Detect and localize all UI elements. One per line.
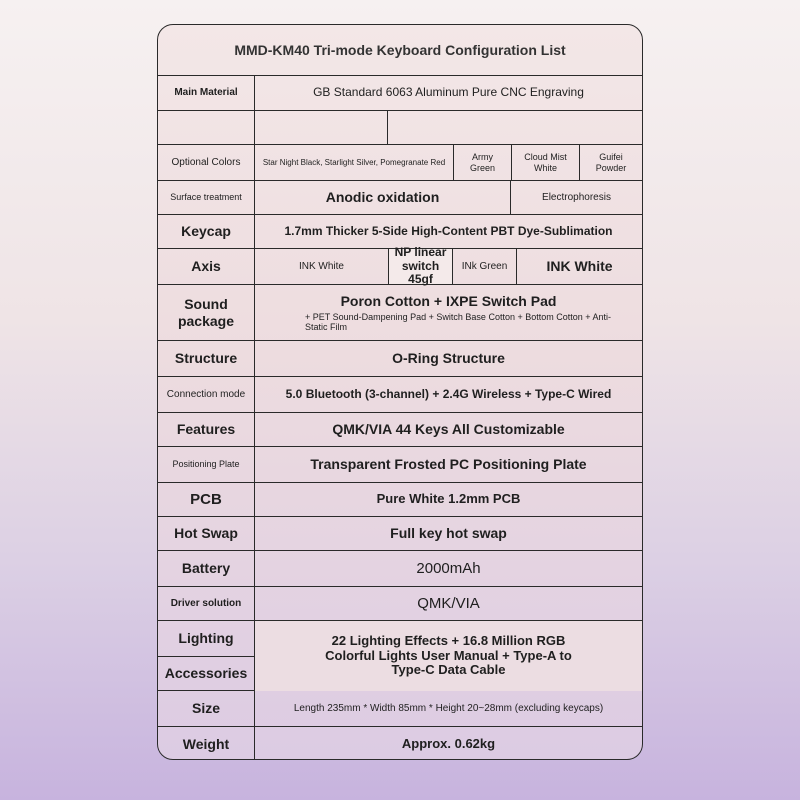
label-size: Size xyxy=(158,691,255,726)
color-option: Cloud Mist White xyxy=(511,145,579,180)
label-driver-solution: Driver solution xyxy=(158,587,255,620)
label-hot-swap: Hot Swap xyxy=(158,517,255,550)
row-main-material xyxy=(158,75,642,111)
row-driver-solution xyxy=(158,587,642,621)
row-keycap xyxy=(158,215,642,249)
label-sound-package: Sound package xyxy=(158,285,255,340)
row-size xyxy=(158,691,642,727)
value-lighting-accessories: 22 Lighting Effects + 16.8 Million RGB Colorful Lights User Manual + Type-A to Type-C Data Cable xyxy=(255,621,642,691)
label-accessories: Accessories xyxy=(158,657,255,690)
row-structure xyxy=(158,341,642,377)
row-connection-mode xyxy=(158,377,642,413)
label-connection-mode: Connection mode xyxy=(158,377,255,412)
label-pcb: PCB xyxy=(158,483,255,516)
surface-option: Electrophoresis xyxy=(510,181,642,214)
value-hot-swap: Full key hot swap xyxy=(390,525,507,542)
label-lighting: Lighting xyxy=(158,621,255,656)
label-surface-treatment: Surface treatment xyxy=(158,181,255,214)
row-pcb xyxy=(158,483,642,517)
value-keycap: 1.7mm Thicker 5-Side High-Content PBT Dye-Sublimation xyxy=(284,223,613,238)
row-weight xyxy=(158,727,642,760)
axis-option: INK White xyxy=(298,260,344,272)
label-main-material: Main Material xyxy=(158,75,255,110)
row-hot-swap xyxy=(158,517,642,551)
axis-option: INK White xyxy=(516,249,642,284)
value-features: QMK/VIA 44 Keys All Customizable xyxy=(332,421,565,438)
sound-sub: + PET Sound-Dampening Pad + Switch Base Cotton + Bottom Cotton + Anti-Static Film xyxy=(305,311,612,333)
value-structure: O-Ring Structure xyxy=(392,350,505,367)
value-positioning-plate: Transparent Frosted PC Positioning Plate xyxy=(310,456,587,473)
value-main-material: GB Standard 6063 Aluminum Pure CNC Engraving xyxy=(313,84,584,99)
sound-main: Poron Cotton + IXPE Switch Pad xyxy=(340,292,557,309)
row-axis xyxy=(158,244,642,287)
label-features: Features xyxy=(158,413,255,446)
empty-cell xyxy=(158,111,255,144)
label-optional-colors: Optional Colors xyxy=(158,145,255,180)
value-driver-solution: QMK/VIA xyxy=(417,594,480,612)
label-weight: Weight xyxy=(158,727,255,760)
config-card xyxy=(157,24,643,760)
label-axis: Axis xyxy=(158,249,255,284)
row-optional-colors xyxy=(158,145,642,181)
axis-option: INk Green xyxy=(452,249,516,284)
value-connection-mode: 5.0 Bluetooth (3-channel) + 2.4G Wireless + Type-C Wired xyxy=(285,386,612,401)
row-positioning-plate xyxy=(158,447,642,483)
value-sound-package xyxy=(255,285,642,340)
label-positioning-plate: Positioning Plate xyxy=(158,447,255,482)
value-pcb: Pure White 1.2mm PCB xyxy=(376,491,521,507)
row-surface-treatment xyxy=(158,181,642,215)
label-structure: Structure xyxy=(158,341,255,376)
color-option: Star Night Black, Starlight Silver, Pomegranate Red xyxy=(262,157,446,167)
surface-option: Anodic oxidation xyxy=(325,189,440,206)
label-keycap: Keycap xyxy=(158,215,255,248)
label-battery: Battery xyxy=(158,551,255,586)
row-empty xyxy=(158,111,642,145)
color-option: Army Green xyxy=(453,145,511,180)
value-battery: 2000mAh xyxy=(416,559,481,577)
row-sound-package xyxy=(158,285,642,341)
empty-cell xyxy=(255,111,388,144)
value-weight: Approx. 0.62kg xyxy=(401,735,496,751)
row-features xyxy=(158,413,642,447)
value-size: Length 235mm * Width 85mm * Height 20~28mm (excluding keycaps) xyxy=(293,702,604,714)
row-battery xyxy=(158,551,642,587)
color-option: Guifei Powder xyxy=(579,145,642,180)
axis-option: NP linear switch 45gf xyxy=(388,249,452,284)
page-title: MMD-KM40 Tri-mode Keyboard Configuration List xyxy=(158,25,642,76)
